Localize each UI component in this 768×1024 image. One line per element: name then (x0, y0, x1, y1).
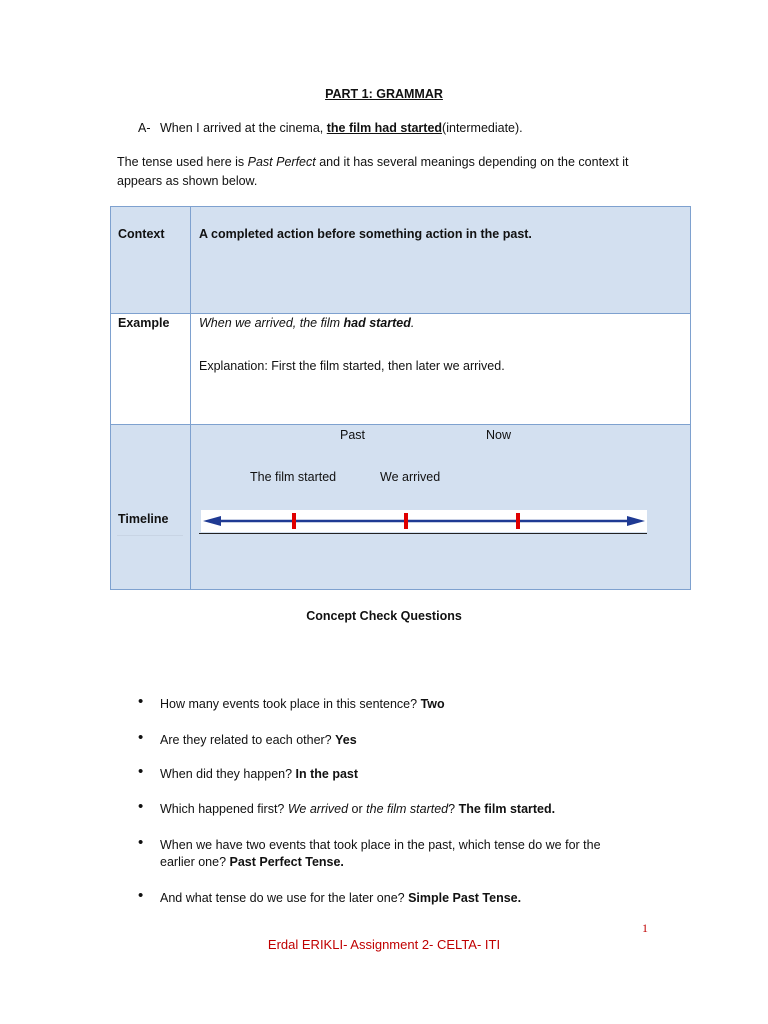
item-a-after: (intermediate). (442, 121, 523, 135)
timeline-label: Timeline (118, 512, 169, 526)
question-option-2: the film started (366, 802, 449, 816)
intro-line-2: appears as shown below. (117, 174, 258, 188)
context-table (110, 206, 691, 590)
example-bold: had started (343, 316, 411, 330)
bullet-icon: • (138, 729, 144, 746)
example-italic: When we arrived, the film (199, 316, 344, 330)
question-text: Which happened first? (160, 802, 288, 816)
page-title: PART 1: GRAMMAR (325, 87, 443, 101)
timeline-event-2: We arrived (380, 470, 441, 484)
timeline-underline (199, 533, 647, 534)
page-number: 1 (642, 921, 648, 935)
timeline-cell (191, 425, 691, 590)
item-a-label: A- (138, 121, 151, 135)
timeline-row (111, 425, 691, 590)
bullet-icon: • (138, 798, 144, 815)
example-label: Example (118, 316, 170, 330)
context-value-cell (191, 207, 691, 314)
example-sentence (199, 316, 414, 330)
item-a-bold: the film had started (326, 121, 443, 135)
ccq-question-5-line-2 (160, 855, 344, 869)
ccq-title: Concept Check Questions (306, 609, 462, 623)
question-text: And what tense do we use for the later one? (160, 891, 409, 905)
item-a (138, 121, 523, 135)
bullet-icon: • (138, 693, 144, 710)
example-row (111, 314, 691, 425)
bullet-icon: • (138, 763, 144, 780)
question-text: How many events took place in this sentence? (160, 697, 421, 711)
timeline-label-cell (111, 425, 191, 590)
ccq-question-6 (160, 891, 521, 905)
timeline-marker-1 (292, 513, 296, 529)
timeline-marker-2 (404, 513, 408, 529)
ccq-question-3 (160, 767, 358, 781)
question-answer: The film started. (458, 802, 556, 816)
item-a-text: When I arrived at the cinema, (160, 121, 327, 135)
timeline-marker-3 (516, 513, 520, 529)
question-text: Are they related to each other? (160, 733, 336, 747)
ccq-question-5-line-1: When we have two events that took place in the past, which tense do we for the (160, 838, 601, 852)
question-option-1: We arrived (287, 802, 349, 816)
ccq-question-4 (160, 802, 555, 816)
timeline-event-1: The film started (250, 470, 337, 484)
context-row (111, 207, 691, 314)
bullet-icon: • (138, 834, 144, 851)
context-label-cell (111, 207, 191, 314)
question-answer: Two (420, 697, 445, 711)
context-label: Context (118, 227, 165, 241)
question-or: or (348, 802, 367, 816)
bullet-icon: • (138, 887, 144, 904)
timeline-right-arrowhead (627, 516, 645, 526)
timeline-past-label: Past (340, 428, 366, 442)
question-text: When did they happen? (160, 767, 296, 781)
example-end: . (410, 316, 415, 330)
question-answer: Yes (335, 733, 357, 747)
intro-text: The tense used here is (117, 155, 248, 169)
intro-tense: Past Perfect (247, 155, 316, 169)
question-answer: Simple Past Tense. (408, 891, 522, 905)
question-mark: ? (448, 802, 459, 816)
timeline-left-arrowhead (203, 516, 221, 526)
timeline-diagram (191, 425, 692, 589)
timeline-arrow (201, 510, 647, 532)
question-answer: Past Perfect Tense. (229, 855, 344, 869)
timeline-now-label: Now (486, 428, 512, 442)
example-value-cell (191, 314, 691, 425)
question-text: earlier one? (160, 855, 230, 869)
ccq-question-2 (160, 733, 357, 747)
timeline-label-rule (117, 535, 183, 536)
footer: Erdal ERIKLI- Assignment 2- CELTA- ITI (267, 937, 501, 952)
question-answer: In the past (295, 767, 359, 781)
ccq-question-1 (160, 697, 445, 711)
context-value: A completed action before something action in the past. (199, 227, 532, 241)
intro-text-rest: and it has several meanings depending on the context it (315, 155, 629, 169)
example-explanation: Explanation: First the film started, then later we arrived. (199, 359, 505, 373)
example-label-cell (111, 314, 191, 425)
intro-line-1 (117, 155, 628, 169)
